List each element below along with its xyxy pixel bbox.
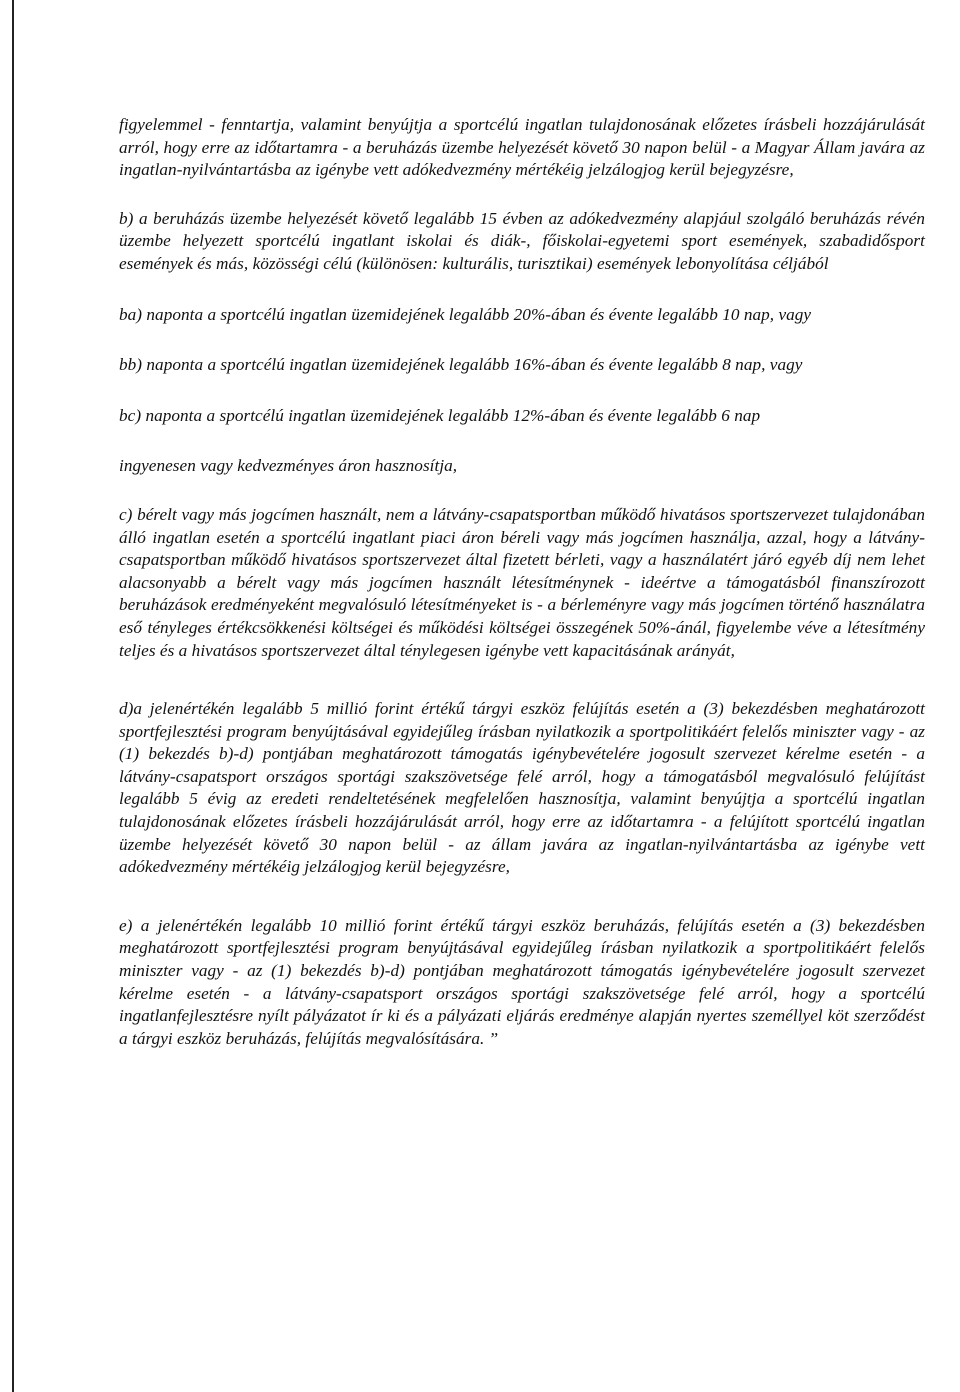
paragraph-ba: ba) naponta a sportcélú ingatlan üzemidejének legalább 20%-ában és évente legalább 10 nap, vagy (119, 304, 812, 324)
paragraph-b: b) a beruházás üzembe helyezését követő legalább 15 évben az adókedvezmény alapjául szolgáló beruházás révén üzembe helyezett sportcélú ingatlant iskolai és diák-, főiskolai-egyetemi sport események, szabadidősport események és más, közösségi célú (különösen: kulturális, turisztikai) események lebonyolítása céljából (119, 208, 925, 273)
paragraph-d: d)a jelenértékén legalább 5 millió forint értékű tárgyi eszköz felújítás esetén a (3) bekezdésben meghatározott sportfejlesztési program benyújtásával egyidejűleg írásban nyilatkozik a sportpolitikáért felelős miniszter vagy - az (1) bekezdés b)-d) pontjában meghatározott támogatás igénybevételére jogosult szervezet kérelme esetén - a látvány-csapatsport országos sportági szakszövetsége felé arról, hogy a támogatásból megvalósuló felújítást legalább 5 évig az eredeti rendeltetésének megfelelően hasznosítja, valamint benyújtja a sportcélú ingatlan tulajdonosának előzetes írásbeli hozzájárulását arról, hogy erre az időtartamra - a felújított sportcélú ingatlan üzembe helyezését követő 30 napon belül - az állam javára az ingatlan-nyilvántartásba az igénybe vett adókedvezmény mértékéig jelzálogjog kerül bejegyzésre, (119, 699, 925, 877)
paragraph-e: e) a jelenértékén legalább 10 millió forint értékű tárgyi eszköz beruházás, felújítás esetén a (3) bekezdésben meghatározott sportfejlesztési program benyújtásával egyidejűleg írásban nyilatkozik a sportpolitikáért felelős miniszter vagy - az (1) bekezdés b)-d) pontjában meghatározott támogatás igénybevételére jogosult szervezet kérelme esetén - a látvány-csapatsport országos sportági szakszövetsége felé arról, hogy a sportcélú ingatlanfejlesztésre nyílt pályázatot ír ki és a pályázati eljárás eredménye alapján nyertes személlyel köt szerződést a tárgyi eszköz beruházás, felújítás megvalósítására. ” (119, 915, 925, 1048)
paragraph-intro: figyelemmel - fenntartja, valamint benyújtja a sportcélú ingatlan tulajdonosának előzetes írásbeli hozzájárulását arról, hogy erre az időtartamra - a beruházás üzembe helyezését követő 30 napon belül - a Magyar Állam javára az ingatlan-nyilvántartásba az igénybe vett adókedvezmény mértékéig jelzálogjog kerül bejegyzésre, (119, 115, 925, 180)
paragraph-c: c) bérelt vagy más jogcímen használt, nem a látvány-csapatsportban működő hivatásos sportszervezet tulajdonában álló ingatlan esetén a sportcélú ingatlant piaci áron béreli vagy más jogcímen használja, azzal, hogy a látvány-csapatsportban működő hivatásos sportszervezet által fizetett bérleti, vagy a használatért járó egyéb díj nem lehet alacsonyabb a bérelt vagy más jogcímen használt létesítménynek - ideértve a támogatásból finanszírozott beruházások eredményeként megvalósuló létesítményeket is - a bérleményre vagy más jogcímen történő használatra eső tényleges értékcsökkenési költségei és működési költségei összegének 50%-ánál, figyelembe véve a létesítmény teljes és a hivatásos sportszervezet által ténylegesen igénybe vett kapacitásának arányát, (119, 504, 925, 660)
paragraph-ingyenesen: ingyenesen vagy kedvezményes áron hasznosítja, (119, 456, 458, 476)
document-body (119, 114, 925, 1050)
paragraph-bb: bb) naponta a sportcélú ingatlan üzemidejének legalább 16%-ában és évente legalább 8 nap, vagy (119, 355, 803, 375)
paragraph-bc: bc) naponta a sportcélú ingatlan üzemidejének legalább 12%-ában és évente legalább 6 nap (119, 405, 761, 425)
scan-edge-line (12, 0, 14, 1392)
